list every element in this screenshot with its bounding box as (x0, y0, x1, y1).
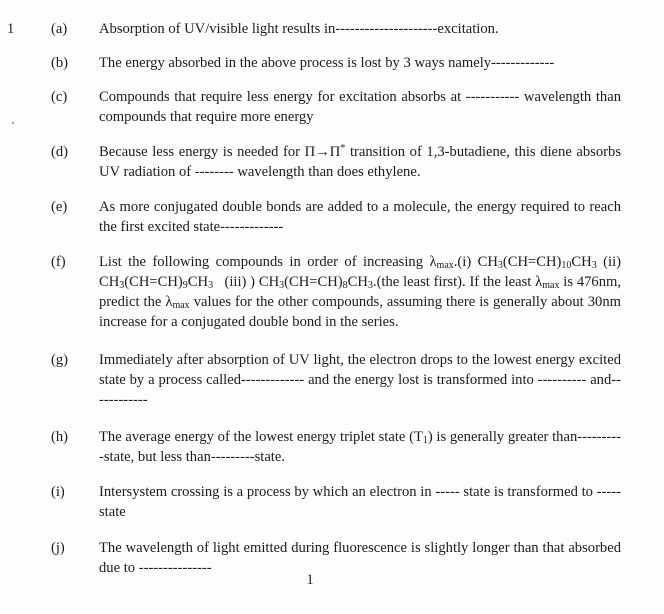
item-label: (i) (51, 484, 65, 500)
item-label: (c) (51, 89, 68, 105)
item-label: (f) (51, 254, 66, 270)
question-number: 1 (7, 21, 15, 37)
page-number: 1 (306, 572, 314, 588)
item-text: The average energy of the lowest energy triplet state $(T_1)$ is generally greater than----------state, but less than---------state. (99, 429, 621, 465)
item-text: The energy absorbed in the above process is lost by 3 ways namely------------- (99, 55, 555, 71)
item-label: (b) (51, 55, 69, 71)
item-text: List the following compounds in order of increasing $\lambda_{max}.(i)$ $CH_3(CH=CH)_{10}CH_3$ (ii) $CH_3(CH=CH)_9CH_3$ (iii) ) $CH_3(CH=CH)_8CH_3.(the$ least first). If the least $\lambda_{max}$ is 476nm, predict the $\lambda_{max}$ values for the other compounds, assuming there is generally about 30nm increase for a conjugated double bond in the series. (99, 254, 622, 330)
item-text: Immediately after absorption of UV light, the electron drops to the lowest energy excited state by a process called------------- and the energy lost is transformed into ---------- and------------ (99, 352, 621, 408)
item-text: As more conjugated double bonds are added to a molecule, the energy required to reach the first excited state------------- (99, 199, 621, 235)
item-label: (j) (51, 540, 65, 556)
item-label: (a) (51, 21, 68, 37)
item-label: (d) (51, 144, 69, 160)
item-label: (g) (51, 352, 69, 368)
item-text: Absorption of UV/visible light results in---------------------excitation. (99, 21, 499, 37)
item-label: (h) (51, 429, 69, 445)
item-label: (e) (51, 199, 68, 215)
margin-mark (12, 122, 14, 124)
item-text: Because less energy is needed for Π→Π* transition of 1,3-butadiene, this diene absorbs UV radiation of -------- wavelength than does ethylene. (99, 143, 621, 180)
item-text: Compounds that require less energy for excitation absorbs at ----------- wavelength than compounds that require more energy (99, 89, 621, 125)
item-text: The wavelength of light emitted during fluorescence is slightly longer than that absorbed due to --------------- (99, 540, 621, 576)
item-text: Intersystem crossing is a process by which an electron in ----- state is transformed to -----state (99, 484, 621, 520)
